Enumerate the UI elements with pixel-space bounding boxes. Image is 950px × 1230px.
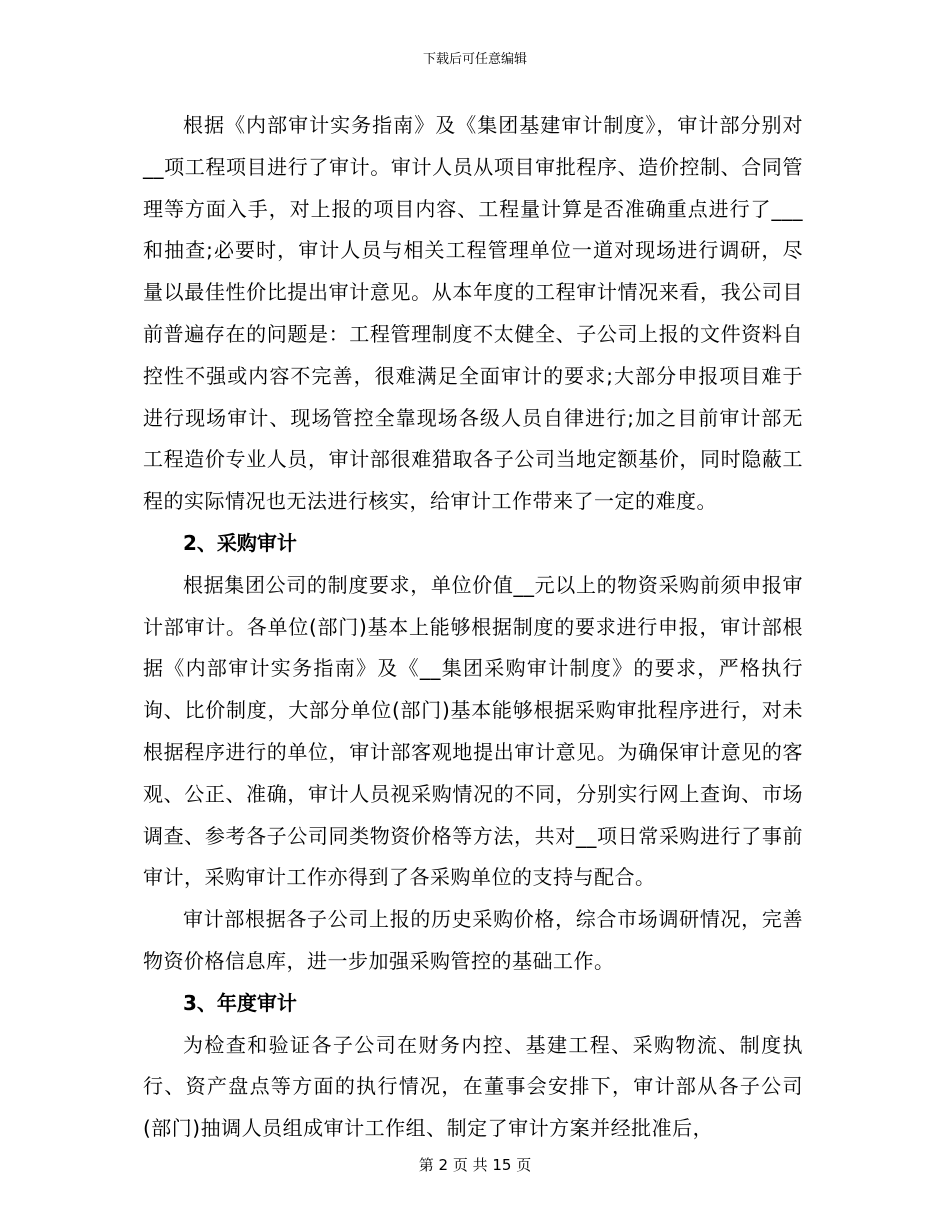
document-body (143, 105, 803, 1150)
paragraph-procurement-audit: 根据集团公司的制度要求，单位价值__元以上的物资采购前须申报审计部审计。各单位(部门)基本上能够根据制度的要求进行申报，审计部根据《内部审计实务指南》及《__集团采购审计制度》的要求，严格执行询、比价制度，大部分单位(部门)基本能够根据采购审批程序进行，对未根据程序进行的单位，审计部客观地提出审计意见。为确保审计意见的客观、公正、准确，审计人员视采购情况的不同，分别实行网上查询、市场调查、参考各子公司同类物资价格等方法，共对__项日常采购进行了事前审计，采购审计工作亦得到了各采购单位的支持与配合。 (143, 572, 803, 890)
paragraph-engineering-audit: 根据《内部审计实务指南》及《集团基建审计制度》，审计部分别对__项工程项目进行了审计。审计人员从项目审批程序、造价控制、合同管理等方面入手，对上报的项目内容、工程量计算是否准确重点进行了___和抽查;必要时，审计人员与相关工程管理单位一道对现场进行调研，尽量以最佳性价比提出审计意见。从本年度的工程审计情况来看，我公司目前普遍存在的问题是：工程管理制度不太健全、子公司上报的文件资料自控性不强或内容不完善，很难满足全面审计的要求;大部分申报项目难于进行现场审计、现场管控全靠现场各级人员自律进行;加之目前审计部无工程造价专业人员，审计部很难猎取各子公司当地定额基价，同时隐蔽工程的实际情况也无法进行核实，给审计工作带来了一定的难度。 (143, 113, 803, 514)
section-heading-annual-audit: 3、年度审计 (183, 990, 297, 1015)
section-heading-procurement-audit: 2、采购审计 (183, 530, 297, 555)
paragraph-annual-audit: 为检查和验证各子公司在财务内控、基建工程、采购物流、制度执行、资产盘点等方面的执行情况，在董事会安排下，审计部从各子公司(部门)抽调人员组成审计工作组、制定了审计方案并经批准后， (143, 1032, 803, 1141)
page-header: 下载后可任意编辑 (422, 52, 527, 67)
page-footer: 第 2 页 共 15 页 (418, 1156, 532, 1174)
paragraph-price-database: 审计部根据各子公司上报的历史采购价格，综合市场调研情况，完善物资价格信息库，进一步加强采购管控的基础工作。 (143, 907, 803, 973)
